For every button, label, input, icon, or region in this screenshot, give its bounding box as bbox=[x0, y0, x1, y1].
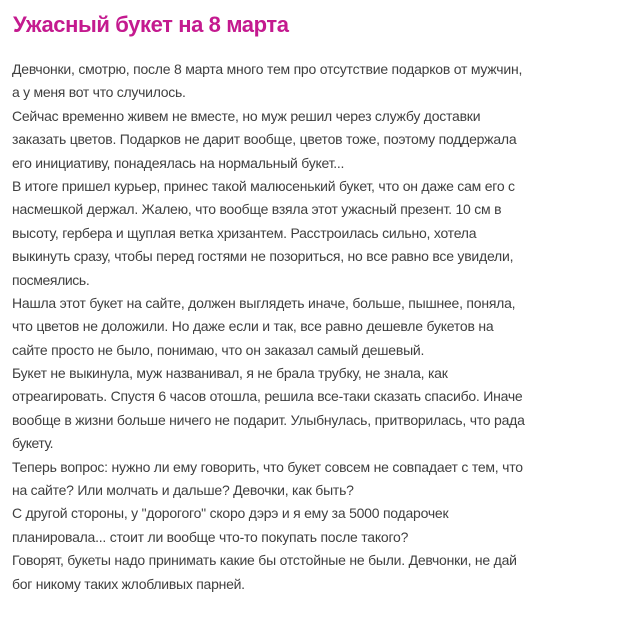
post-text-line: бог никому таких жлобливых парней. bbox=[12, 575, 245, 592]
post-text-line: вообще в жизни больше ничего не подарит. Улыбнулась, притворилась, что рада bbox=[12, 411, 525, 428]
post-title: Ужасный букет на 8 марта bbox=[13, 12, 289, 37]
post-text-line: отреагировать. Спустя 6 часов отошла, решила все-таки сказать спасибо. Иначе bbox=[12, 388, 523, 405]
post-text-line: Букет не выкинула, муж названивал, я не брала трубку, не знала, как bbox=[12, 365, 448, 382]
post-text-line: выкинуть сразу, чтобы перед гостями не позориться, но все равно все увидели, bbox=[12, 248, 514, 265]
post-text-line: Говорят, букеты надо принимать какие бы отстойные не были. Девчонки, не дай bbox=[12, 552, 517, 569]
post-text-line: насмешкой держал. Жалею, что вообще взяла этот ужасный презент. 10 см в bbox=[12, 201, 502, 218]
post-text-line: а у меня вот что случилось. bbox=[12, 84, 186, 101]
post-text-line: на сайте? Или молчать и дальше? Девочки, как быть? bbox=[12, 482, 354, 499]
post-body bbox=[12, 58, 632, 596]
post-text-line: Нашла этот букет на сайте, должен выглядеть иначе, больше, пышнее, поняла, bbox=[12, 294, 516, 311]
post-text-line: посмеялись. bbox=[12, 271, 90, 288]
post-text-line: сайте просто не было, понимаю, что он заказал самый дешевый. bbox=[12, 341, 425, 358]
post-text-line: Сейчас временно живем не вместе, но муж решил через службу доставки bbox=[12, 107, 481, 124]
post-text-line: высоту, гербера и щуплая ветка хризантем. Расстроилась сильно, хотела bbox=[12, 224, 477, 241]
post-text-line: С другой стороны, у "дорогого" скоро дэрэ и я ему за 5000 подарочек bbox=[12, 505, 449, 522]
post-text-line: Девчонки, смотрю, после 8 марта много тем про отсутствие подарков от мужчин, bbox=[12, 61, 523, 77]
post-text-line: букету. bbox=[12, 435, 53, 452]
post-text-line: заказать цветов. Подарков не дарит вообще, цветов тоже, поэтому поддержала bbox=[12, 131, 517, 148]
post-text-line: планировала... стоит ли вообще что-то покупать после такого? bbox=[12, 528, 409, 545]
post-text-line: Теперь вопрос: нужно ли ему говорить, что букет совсем не совпадает с тем, что bbox=[12, 458, 523, 475]
post-text-line: его инициативу, понадеялась на нормальный букет... bbox=[12, 154, 345, 171]
post-text-line: В итоге пришел курьер, принес такой малюсенький букет, что он даже сам его с bbox=[12, 177, 515, 194]
post-text-line: что цветов не доложили. Но даже если и так, все равно дешевле букетов на bbox=[12, 318, 494, 335]
